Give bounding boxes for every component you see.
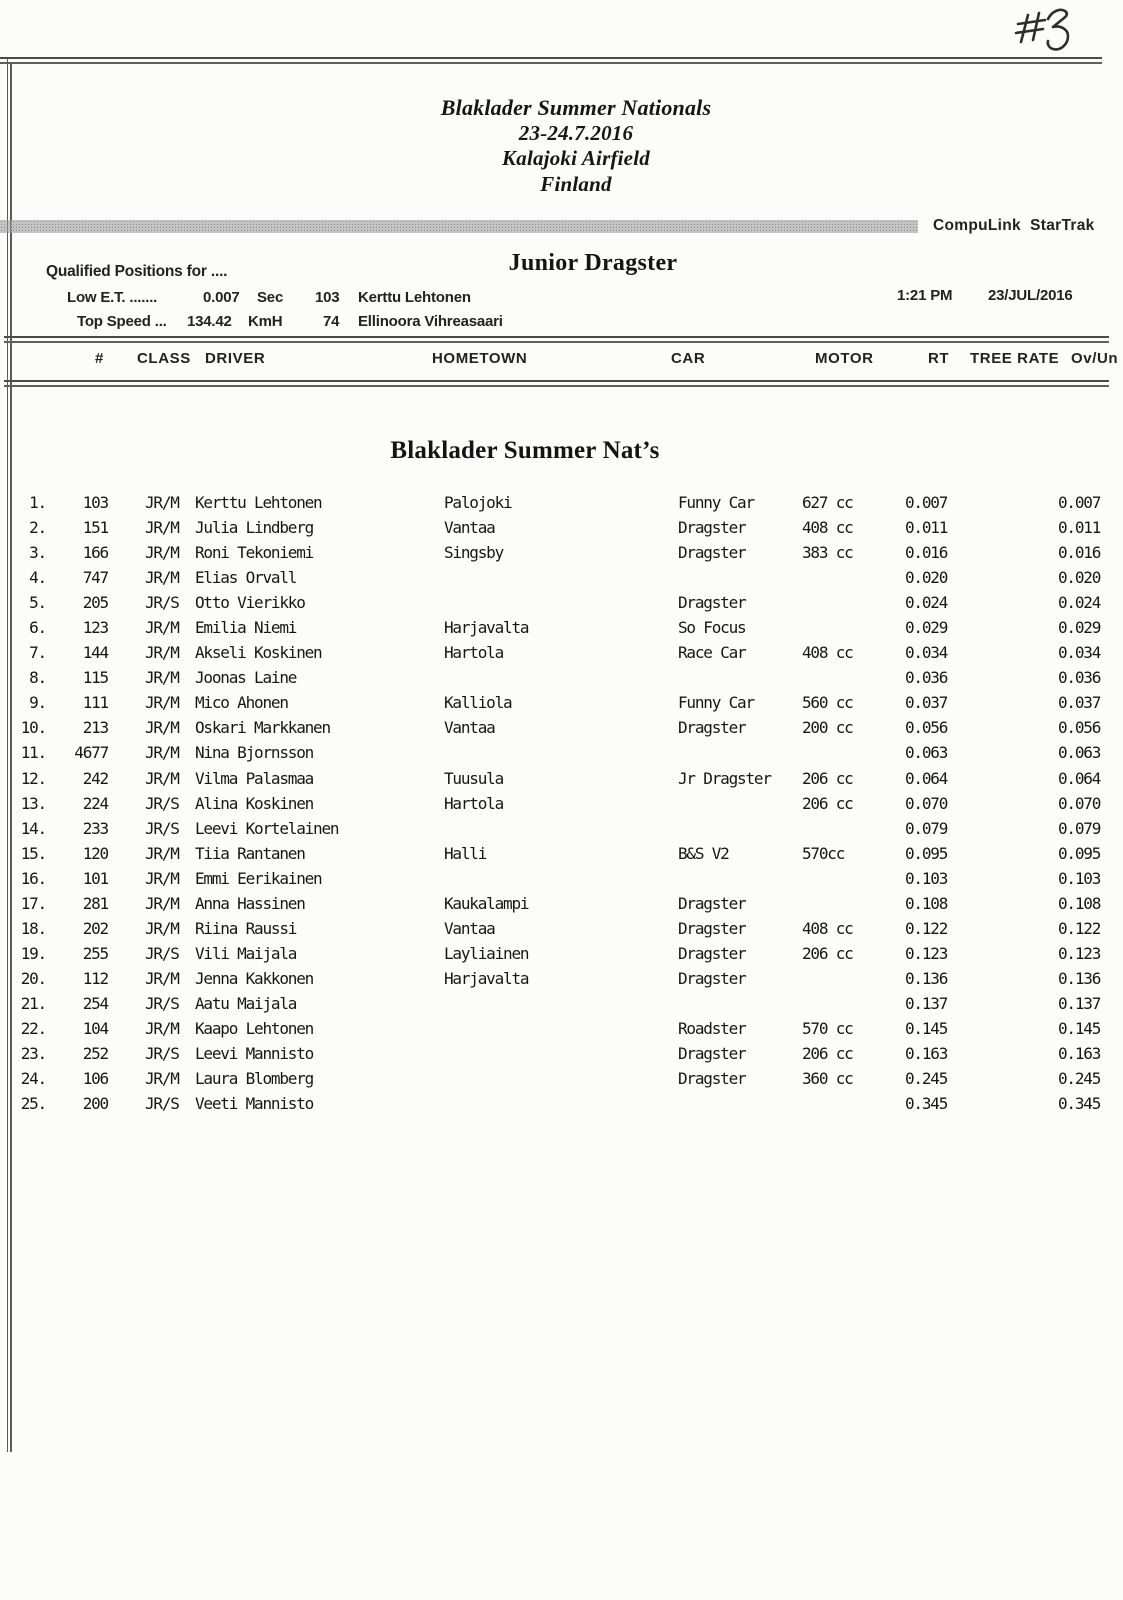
car-number-cell: 104 (82, 1018, 108, 1038)
class-cell: JR/M (145, 768, 179, 788)
driver-cell: Veeti Mannisto (195, 1094, 314, 1114)
ov-un-cell: 0.036 (1058, 668, 1101, 688)
ov-un-cell: 0.137 (1058, 993, 1101, 1013)
ov-un-cell: 0.034 (1058, 643, 1101, 663)
ov-un-cell: 0.020 (1058, 568, 1101, 588)
hometown-cell: Vantaa (444, 718, 495, 738)
driver-cell: Tiia Rantanen (195, 843, 305, 863)
motor-cell: 570cc (802, 843, 845, 863)
column-header-rt: RT (928, 350, 950, 367)
top-speed-value: 134.42 (187, 313, 232, 330)
driver-cell: Oskari Markkanen (195, 718, 330, 738)
position-cell: 10. (20, 718, 46, 738)
driver-cell: Kerttu Lehtonen (195, 493, 322, 512)
qualifying-row (0, 665, 1123, 690)
car-number-cell: 213 (82, 718, 108, 738)
hometown-cell: Harjavalta (444, 618, 529, 638)
rt-cell: 0.122 (905, 918, 948, 938)
car-cell: Dragster (678, 893, 746, 913)
qualifying-row (0, 941, 1123, 966)
qualifying-row (0, 490, 1123, 515)
qualifying-row (0, 515, 1123, 540)
header-rule-top-b (4, 341, 1109, 343)
qualifying-row (0, 991, 1123, 1016)
low-et-label: Low E.T. ....... (67, 289, 158, 306)
class-cell: JR/M (145, 743, 179, 763)
class-cell: JR/M (145, 668, 179, 688)
position-cell: 23. (20, 1044, 46, 1064)
motor-cell: 206 cc (802, 768, 853, 788)
class-cell: JR/M (145, 718, 179, 738)
qualified-positions-label: Qualified Positions for .... (46, 263, 228, 280)
ov-un-cell: 0.070 (1058, 793, 1101, 813)
hometown-cell: Singsby (444, 543, 504, 563)
position-cell: 6. (29, 618, 46, 638)
car-cell: Dragster (678, 718, 746, 738)
qualifying-row (0, 891, 1123, 916)
top-speed-holder-number: 74 (323, 313, 340, 330)
qualifying-row (0, 1041, 1123, 1066)
rt-cell: 0.064 (905, 768, 948, 788)
driver-cell: Joonas Laine (195, 668, 297, 688)
rt-cell: 0.011 (905, 518, 948, 538)
car-number-cell: 111 (82, 693, 108, 713)
class-cell: JR/M (145, 568, 179, 588)
motor-cell: 570 cc (802, 1018, 853, 1038)
rt-cell: 0.063 (905, 743, 948, 763)
motor-cell: 408 cc (802, 643, 853, 663)
event-venue: Kalajoki Airfield (502, 146, 650, 170)
motor-cell: 560 cc (802, 693, 853, 713)
print-date: 23/JUL/2016 (988, 287, 1073, 304)
position-cell: 24. (20, 1069, 46, 1089)
driver-cell: Aatu Maijala (195, 993, 297, 1013)
qualifying-row (0, 816, 1123, 841)
position-cell: 22. (20, 1018, 46, 1038)
car-number-cell: 112 (82, 968, 108, 988)
car-cell: Dragster (678, 593, 746, 613)
car-number-cell: 205 (82, 593, 108, 613)
car-cell: Dragster (678, 918, 746, 938)
driver-cell: Emmi Eerikainen (195, 868, 322, 888)
top-border-line-inner (0, 62, 1102, 64)
rt-cell: 0.029 (905, 618, 948, 638)
event-title: Blaklader Summer Nationals (440, 95, 712, 120)
ov-un-cell: 0.095 (1058, 843, 1101, 863)
car-number-cell: 115 (82, 668, 108, 688)
position-cell: 18. (20, 918, 46, 938)
class-cell: JR/M (145, 918, 179, 938)
class-cell: JR/M (145, 893, 179, 913)
car-number-cell: 233 (82, 818, 108, 838)
hometown-cell: Vantaa (444, 918, 495, 938)
motor-cell: 360 cc (802, 1069, 853, 1089)
qualifying-row (0, 615, 1123, 640)
motor-cell: 408 cc (802, 518, 853, 538)
driver-cell: Kaapo Lehtonen (195, 1018, 314, 1038)
car-cell: Dragster (678, 518, 746, 538)
hometown-cell: Tuusula (444, 768, 504, 788)
column-header-ov-un: Ov/Un (1071, 350, 1119, 367)
car-number-cell: 106 (82, 1069, 108, 1089)
print-time: 1:21 PM (897, 287, 953, 304)
qualifying-row (0, 690, 1123, 715)
class-cell: JR/M (145, 693, 179, 713)
low-et-holder-number: 103 (315, 289, 340, 306)
motor-cell: 408 cc (802, 918, 853, 938)
car-number-cell: 224 (82, 793, 108, 813)
driver-cell: Anna Hassinen (195, 893, 305, 913)
rt-cell: 0.070 (905, 793, 948, 813)
qualifying-row (0, 740, 1123, 765)
rt-cell: 0.036 (905, 668, 948, 688)
car-number-cell: 103 (82, 493, 108, 512)
class-cell: JR/M (145, 643, 179, 663)
car-cell: Dragster (678, 543, 746, 563)
ov-un-cell: 0.108 (1058, 893, 1101, 913)
handwritten-page-number (1008, 2, 1080, 60)
driver-cell: Mico Ahonen (195, 693, 288, 713)
class-cell: JR/S (145, 943, 179, 963)
driver-cell: Elias Orvall (195, 568, 297, 588)
rt-cell: 0.095 (905, 843, 948, 863)
car-number-cell: 101 (82, 868, 108, 888)
top-speed-label: Top Speed ... (77, 313, 167, 330)
class-cell: JR/S (145, 1094, 179, 1114)
position-cell: 2. (29, 518, 46, 538)
motor-cell: 206 cc (802, 1044, 853, 1064)
ov-un-cell: 0.123 (1058, 943, 1101, 963)
ov-un-cell: 0.345 (1058, 1094, 1101, 1114)
class-cell: JR/S (145, 1044, 179, 1064)
rt-cell: 0.007 (905, 493, 948, 512)
class-cell: JR/M (145, 518, 179, 538)
car-number-cell: 255 (82, 943, 108, 963)
column-header-tree-rate: TREE RATE (970, 350, 1060, 367)
qualifying-row (0, 1091, 1123, 1116)
class-cell: JR/S (145, 993, 179, 1013)
event-masthead (376, 95, 776, 197)
low-et-value: 0.007 (203, 289, 240, 306)
ov-un-cell: 0.079 (1058, 818, 1101, 838)
header-rule-bottom-a (4, 380, 1109, 382)
car-cell: Dragster (678, 943, 746, 963)
class-cell: JR/S (145, 793, 179, 813)
rt-cell: 0.103 (905, 868, 948, 888)
rt-cell: 0.037 (905, 693, 948, 713)
rt-cell: 0.079 (905, 818, 948, 838)
column-header-class: CLASS (137, 350, 191, 367)
car-number-cell: 120 (82, 843, 108, 863)
class-cell: JR/M (145, 543, 179, 563)
position-cell: 1. (29, 493, 46, 512)
driver-cell: Laura Blomberg (195, 1069, 314, 1089)
qualifying-row (0, 590, 1123, 615)
column-header-driver: DRIVER (205, 350, 266, 367)
car-number-cell: 252 (82, 1044, 108, 1064)
car-cell: Jr Dragster (678, 768, 771, 788)
car-number-cell: 200 (82, 1094, 108, 1114)
position-cell: 20. (20, 968, 46, 988)
top-speed-unit: KmH (248, 313, 283, 330)
rt-cell: 0.163 (905, 1044, 948, 1064)
qualifying-row (0, 791, 1123, 816)
column-header-number: # (95, 350, 104, 367)
car-cell: Dragster (678, 1069, 746, 1089)
class-cell: JR/M (145, 493, 179, 512)
hometown-cell: Kalliola (444, 693, 512, 713)
hometown-cell: Hartola (444, 793, 504, 813)
class-cell: JR/S (145, 818, 179, 838)
qualifying-row (0, 916, 1123, 941)
category-title: Junior Dragster (508, 250, 678, 276)
position-cell: 11. (20, 743, 46, 763)
driver-cell: Riina Raussi (195, 918, 297, 938)
car-number-cell: 747 (82, 568, 108, 588)
rt-cell: 0.145 (905, 1018, 948, 1038)
position-cell: 14. (20, 818, 46, 838)
car-cell: Funny Car (678, 493, 754, 512)
car-number-cell: 242 (82, 768, 108, 788)
driver-cell: Vili Maijala (195, 943, 297, 963)
car-number-cell: 123 (82, 618, 108, 638)
driver-cell: Otto Vierikko (195, 593, 305, 613)
rt-cell: 0.020 (905, 568, 948, 588)
position-cell: 12. (20, 768, 46, 788)
position-cell: 8. (29, 668, 46, 688)
class-cell: JR/M (145, 868, 179, 888)
car-number-cell: 166 (82, 543, 108, 563)
ov-un-cell: 0.122 (1058, 918, 1101, 938)
rt-cell: 0.345 (905, 1094, 948, 1114)
low-et-unit: Sec (257, 289, 284, 306)
column-header-motor: MOTOR (815, 350, 874, 367)
top-speed-holder-name: Ellinoora Vihreasaari (358, 313, 503, 330)
driver-cell: Leevi Mannisto (195, 1044, 314, 1064)
car-number-cell: 281 (82, 893, 108, 913)
motor-cell: 206 cc (802, 793, 853, 813)
position-cell: 25. (20, 1094, 46, 1114)
car-cell: Dragster (678, 968, 746, 988)
position-cell: 15. (20, 843, 46, 863)
ov-un-cell: 0.037 (1058, 693, 1101, 713)
driver-cell: Leevi Kortelainen (195, 818, 339, 838)
car-number-cell: 144 (82, 643, 108, 663)
qualifying-row (0, 640, 1123, 665)
class-cell: JR/S (145, 593, 179, 613)
position-cell: 13. (20, 793, 46, 813)
rt-cell: 0.016 (905, 543, 948, 563)
qualifying-row (0, 540, 1123, 565)
low-et-holder-name: Kerttu Lehtonen (358, 289, 471, 306)
driver-cell: Vilma Palasmaa (195, 768, 314, 788)
rt-cell: 0.245 (905, 1069, 948, 1089)
car-cell: B&S V2 (678, 843, 729, 863)
driver-cell: Akseli Koskinen (195, 643, 322, 663)
ov-un-cell: 0.029 (1058, 618, 1101, 638)
ov-un-cell: 0.245 (1058, 1069, 1101, 1089)
ov-un-cell: 0.056 (1058, 718, 1101, 738)
rt-cell: 0.136 (905, 968, 948, 988)
hometown-cell: Layliainen (444, 943, 529, 963)
position-cell: 16. (20, 868, 46, 888)
column-header-hometown: HOMETOWN (432, 350, 528, 367)
class-cell: JR/M (145, 618, 179, 638)
position-cell: 9. (29, 693, 46, 713)
car-cell: So Focus (678, 618, 746, 638)
motor-cell: 200 cc (802, 718, 853, 738)
car-number-cell: 151 (82, 518, 108, 538)
rt-cell: 0.137 (905, 993, 948, 1013)
ov-un-cell: 0.103 (1058, 868, 1101, 888)
position-cell: 3. (29, 543, 46, 563)
hometown-cell: Harjavalta (444, 968, 529, 988)
top-border-line-outer (0, 57, 1102, 59)
class-cell: JR/M (145, 968, 179, 988)
qualifying-row (0, 715, 1123, 740)
car-number-cell: 202 (82, 918, 108, 938)
hometown-cell: Vantaa (444, 518, 495, 538)
event-country: Finland (540, 171, 612, 196)
timing-system-brand: CompuLink StarTrak (933, 217, 1095, 234)
car-number-cell: 254 (82, 993, 108, 1013)
ov-un-cell: 0.145 (1058, 1018, 1101, 1038)
position-cell: 21. (20, 993, 46, 1013)
rt-cell: 0.056 (905, 718, 948, 738)
position-cell: 4. (29, 568, 46, 588)
motor-cell: 383 cc (802, 543, 853, 563)
hometown-cell: Palojoki (444, 493, 512, 512)
car-cell: Race Car (678, 643, 746, 663)
qualifying-row (0, 841, 1123, 866)
class-cell: JR/M (145, 1069, 179, 1089)
column-header-car: CAR (671, 350, 706, 367)
hometown-cell: Kaukalampi (444, 893, 529, 913)
driver-cell: Julia Lindberg (195, 518, 314, 538)
motor-cell: 206 cc (802, 943, 853, 963)
car-cell: Funny Car (678, 693, 754, 713)
ov-un-cell: 0.064 (1058, 768, 1101, 788)
ov-un-cell: 0.011 (1058, 518, 1101, 538)
rt-cell: 0.108 (905, 893, 948, 913)
results-rows (0, 490, 1123, 1116)
driver-cell: Nina Bjornsson (195, 743, 314, 763)
driver-cell: Alina Koskinen (195, 793, 314, 813)
position-cell: 19. (20, 943, 46, 963)
position-cell: 5. (29, 593, 46, 613)
car-cell: Dragster (678, 1044, 746, 1064)
header-rule-top-a (4, 336, 1109, 338)
hometown-cell: Halli (444, 843, 487, 863)
rt-cell: 0.034 (905, 643, 948, 663)
ov-un-cell: 0.024 (1058, 593, 1101, 613)
qualifying-row (0, 966, 1123, 991)
class-cell: JR/M (145, 843, 179, 863)
dotted-separator-band (0, 220, 918, 233)
car-number-cell: 4677 (74, 743, 108, 763)
driver-cell: Jenna Kakkonen (195, 968, 314, 988)
position-cell: 17. (20, 893, 46, 913)
qualifying-row (0, 766, 1123, 791)
header-rule-bottom-b (4, 385, 1109, 387)
rt-cell: 0.123 (905, 943, 948, 963)
qualifying-row (0, 1016, 1123, 1041)
qualifying-row (0, 866, 1123, 891)
ov-un-cell: 0.136 (1058, 968, 1101, 988)
qualifying-row (0, 1066, 1123, 1091)
ov-un-cell: 0.007 (1058, 493, 1101, 512)
class-cell: JR/M (145, 1018, 179, 1038)
section-title: Blaklader Summer Nat’s (390, 437, 660, 464)
qualifying-row (0, 565, 1123, 590)
event-dates: 23-24.7.2016 (518, 120, 634, 145)
ov-un-cell: 0.063 (1058, 743, 1101, 763)
driver-cell: Roni Tekoniemi (195, 543, 314, 563)
ov-un-cell: 0.016 (1058, 543, 1101, 563)
driver-cell: Emilia Niemi (195, 618, 297, 638)
rt-cell: 0.024 (905, 593, 948, 613)
hometown-cell: Hartola (444, 643, 504, 663)
ov-un-cell: 0.163 (1058, 1044, 1101, 1064)
car-cell: Roadster (678, 1018, 746, 1038)
motor-cell: 627 cc (802, 493, 853, 512)
position-cell: 7. (29, 643, 46, 663)
